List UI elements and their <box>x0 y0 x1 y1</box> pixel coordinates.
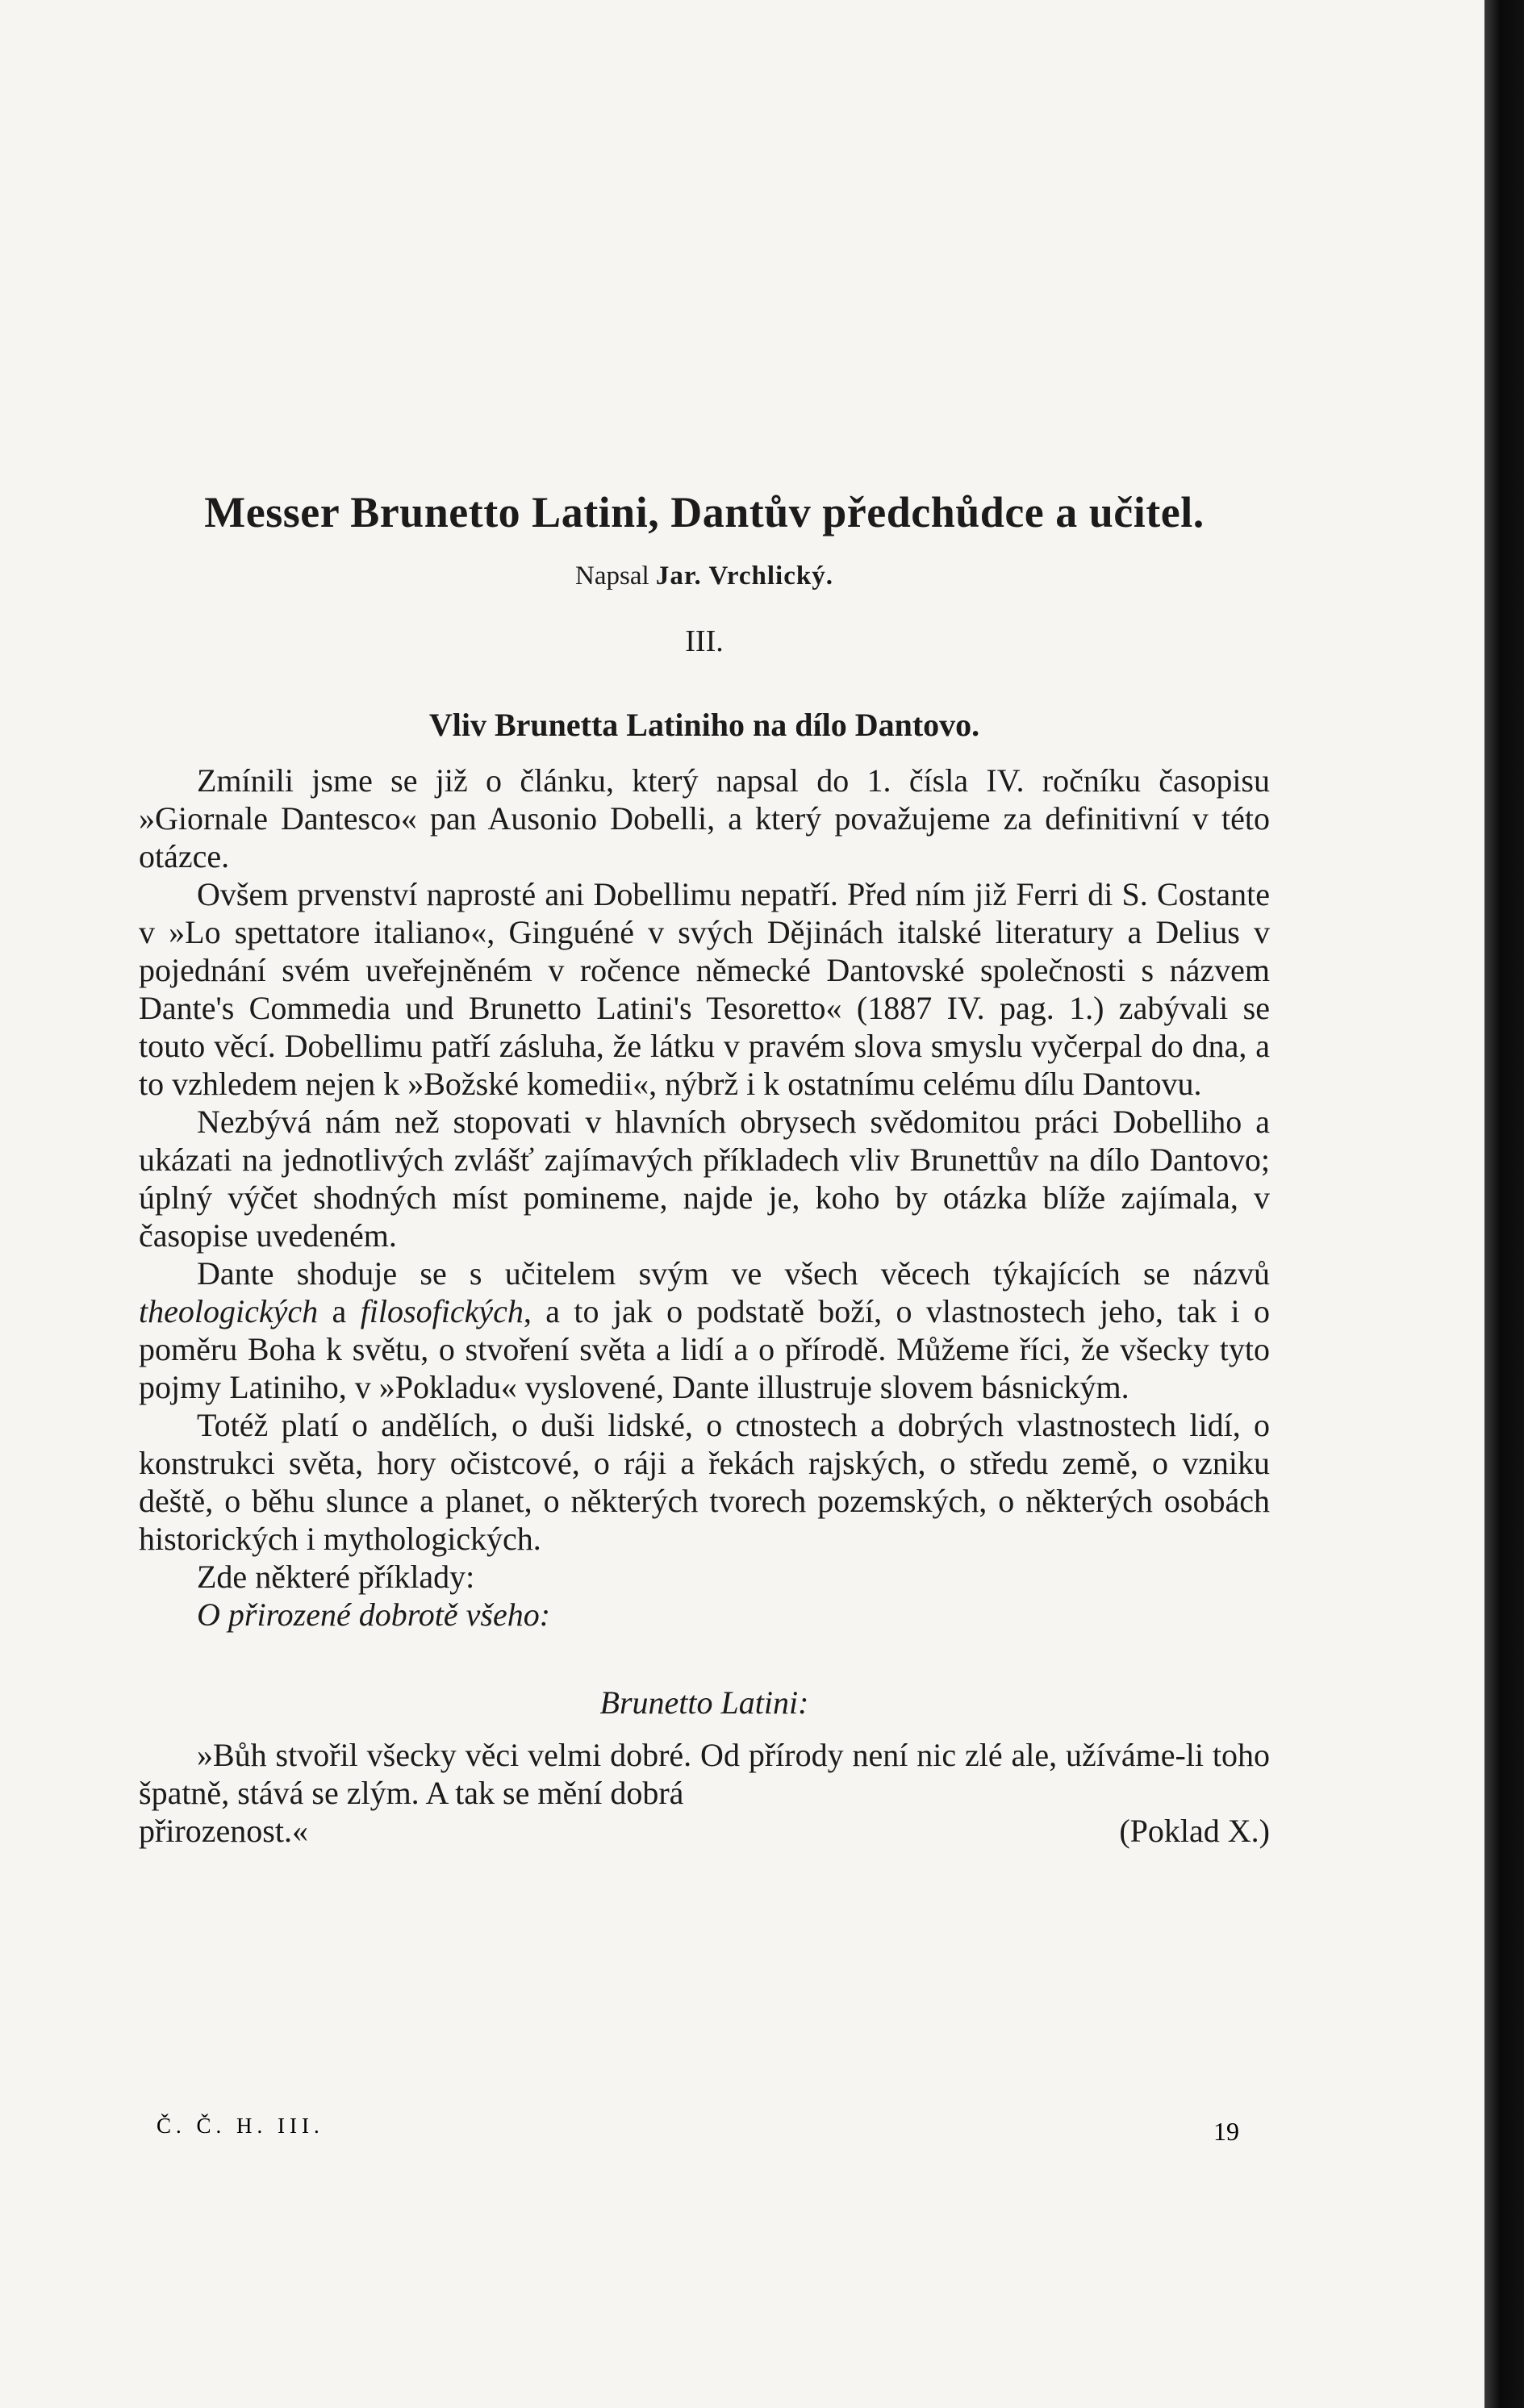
paragraph-1: Zmínili jsme se již o článku, který napsal do 1. čísla IV. ročníku časopisu »Giornale Dantesco« pan Ausonio Dobelli, a který považujeme za definitivní v této otázce. <box>139 762 1270 874</box>
scan-edge <box>1484 0 1524 2408</box>
paragraph-4-conj: a <box>332 1293 347 1329</box>
italic-term-theological: theologických <box>139 1293 319 1329</box>
source-label: Brunetto Latini: <box>599 1684 809 1721</box>
section-number: III. <box>685 624 724 658</box>
body-text <box>139 762 1270 1850</box>
paragraph-3: Nezbývá nám než stopovati v hlavních obrysech svědomitou práci Dobelliho a ukázati na jednotlivých zvlášť zajímavých příkladech vliv Brunettův na dílo Dantovo; úplný výčet shodných míst pomineme, najde je, koho by otázka blíže zajímala, v časopise uvedeném. <box>139 1104 1270 1254</box>
section-title: Vliv Brunetta Latiniho na dílo Dantovo. <box>428 707 980 743</box>
examples-intro: Zde některé příklady: <box>197 1559 475 1595</box>
author-name: Jar. Vrchlický. <box>655 561 833 591</box>
article-title: Messer Brunetto Latini, Dantův předchůdce a učitel. <box>204 488 1205 536</box>
paragraph-5: Totéž platí o andělích, o duši lidské, o ctnostech a dobrých vlastnostech lidí, o konstrukci světa, hory očistcové, o ráji a řekách rajských, o středu země, o vzniku deště, o běhu slunce a planet, o některých tvorech pozemských, o některých osobách historických i mythologických. <box>139 1407 1270 1557</box>
page-number: 19 <box>1213 2117 1239 2146</box>
quote-last-line: přirozenost.« <box>139 1813 308 1849</box>
quote-text: »Bůh stvořil všecky věci velmi dobré. Od přírody není nic zlé ale, užíváme-li toho špatně, stává se zlým. A tak se mění dobrá <box>139 1737 1270 1811</box>
paragraph-4 <box>139 1254 1270 1406</box>
byline <box>139 558 1270 594</box>
italic-term-philosophical: filosofických <box>360 1293 524 1329</box>
example-heading: O přirozené dobrotě všeho: <box>197 1596 551 1633</box>
quote-reference: (Poklad X.) <box>1119 1813 1270 1849</box>
paragraph-2: Ovšem prvenství naprosté ani Dobellimu nepatří. Před ním již Ferri di S. Costante v »Lo spettatore italiano«, Ginguéné v svých Dějinách italské literatury a Delius v pojednání svém uveřejněném v ročence německé Dantovské společnosti s názvem Dante's Commedia und Brunetto Latini's Tesoretto« (1887 IV. pag. 1.) zabývali se touto věcí. Dobellimu patří zásluha, že látku v pravém slova smyslu vyčerpal do dna, a to vzhledem nejen k »Božské komedii«, nýbrž i k ostatnímu celému dílu Dantovu. <box>139 876 1270 1102</box>
paragraph-4-before: Dante shoduje se s učitelem svým ve všech věcech týkajících se názvů <box>197 1255 1270 1292</box>
signature-mark: Č. Č. H. III. <box>157 2114 324 2138</box>
quote-end-line <box>139 1812 1270 1850</box>
page-footer <box>139 2105 1270 2147</box>
byline-prefix: Napsal <box>575 561 649 591</box>
paragraph-4-after: , a to jak o podstatě boží, o vlastnostech jeho, tak i o poměru Boha k světu, o stvoření světa a lidí a o přírodě. Můžeme říci, že všecky tyto pojmy Latiniho, v »Pokladu« vyslovené, Dante illustruje slovem básnickým. <box>139 1293 1271 1405</box>
page-content <box>139 484 1270 1850</box>
